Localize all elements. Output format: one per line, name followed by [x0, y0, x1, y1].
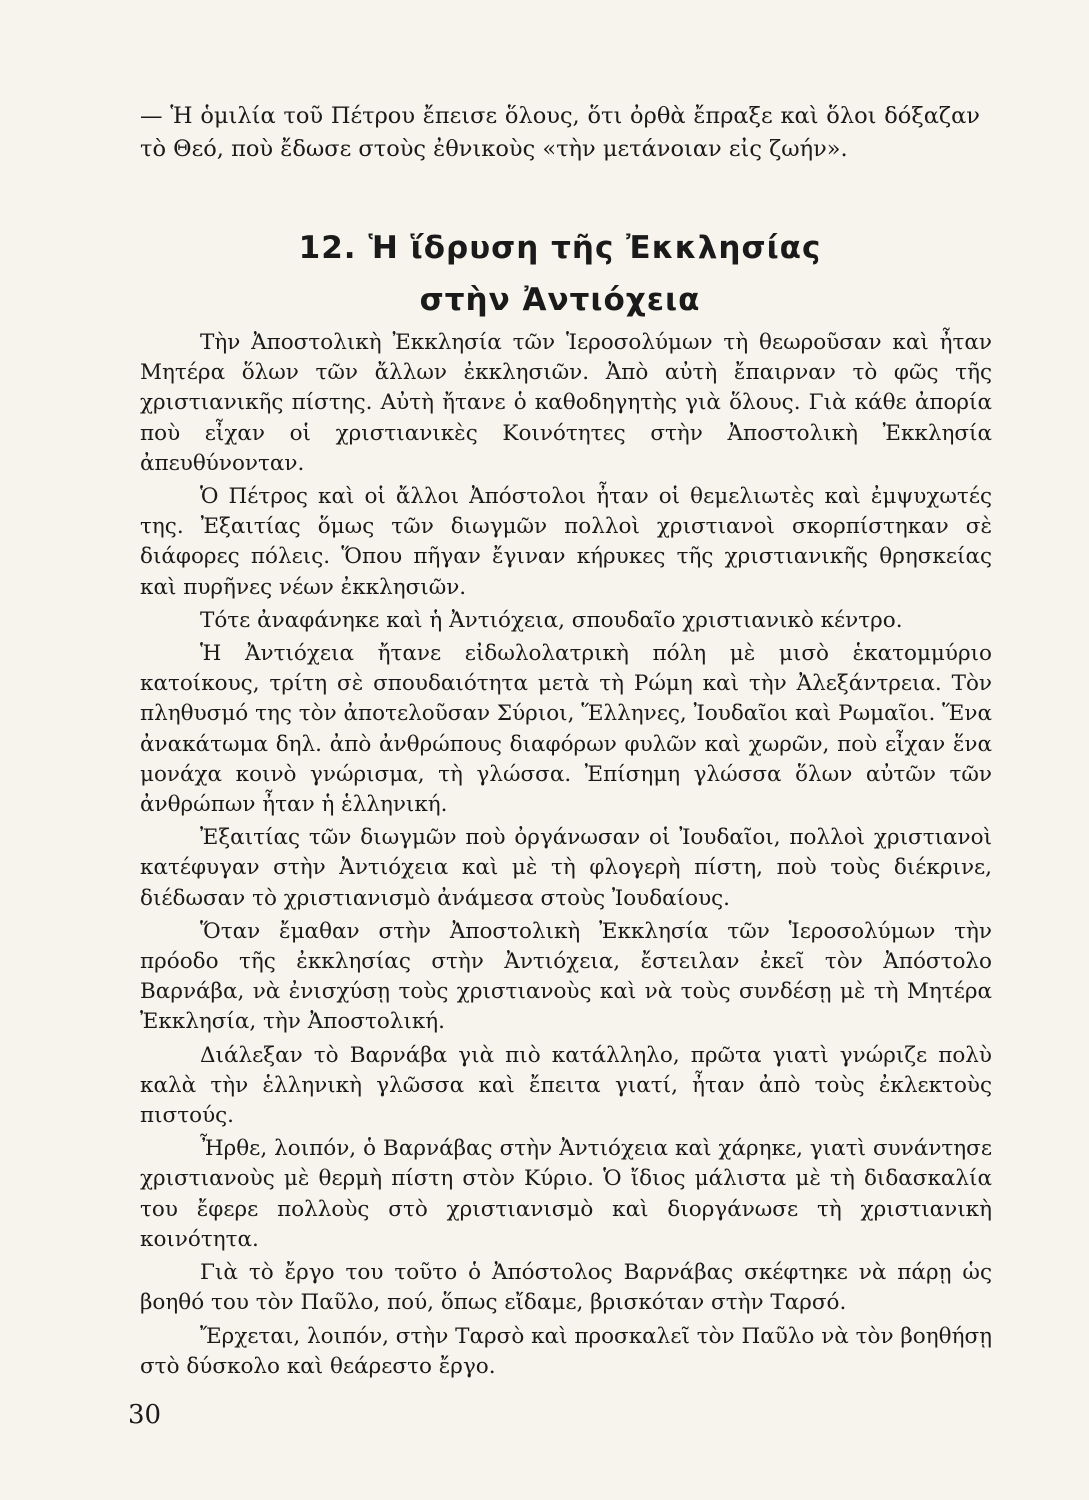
- paragraph: Ἦρθε, λοιπόν, ὁ Βαρνάβας στὴν Ἀντιόχεια καὶ χάρηκε, γιατὶ συνάντησε χριστιανοὺς μὲ θερμὴ πίστη στὸν Κύριο. Ὁ ἴδιος μάλιστα μὲ τὴ διδασκαλία του ἔφερε πολλοὺς στὸ χριστιανισμὸ καὶ διοργάνωσε τὴ χριστιανικὴ κοινότητα.: [140, 1136, 992, 1252]
- page-number: 30: [128, 1400, 162, 1430]
- paragraph: Τότε ἀναφάνηκε καὶ ἡ Ἀντιόχεια, σπουδαῖο χριστιανικὸ κέντρο.: [200, 607, 903, 633]
- paragraph: Γιὰ τὸ ἔργο του τοῦτο ὁ Ἀπόστολος Βαρνάβας σκέφτηκε νὰ πάρῃ ὡς βοηθό του τὸν Παῦλο, πού, ὅπως εἴδαμε, βρισκόταν στὴν Ταρσό.: [140, 1260, 992, 1316]
- paragraph: Ἐξαιτίας τῶν διωγμῶν ποὺ ὀργάνωσαν οἱ Ἰουδαῖοι, πολλοὶ χριστιανοὶ κατέφυγαν στὴν Ἀντιόχεια καὶ μὲ τὴ φλογερὴ πίστη, ποὺ τοὺς διέκρινε, διέδωσαν τὸ χριστιανισμὸ ἀνάμεσα στοὺς Ἰουδαίους.: [140, 825, 992, 911]
- paragraph: Ἔρχεται, λοιπόν, στὴν Ταρσὸ καὶ προσκαλεῖ τὸν Παῦλο νὰ τὸν βοηθήσῃ στὸ δύσκολο καὶ θεάρεστο ἔργο.: [140, 1323, 993, 1379]
- paragraph: Διάλεξαν τὸ Βαρνάβα γιὰ πιὸ κατάλληλο, πρῶτα γιατὶ γνώριζε πολὺ καλὰ τὴν ἑλληνικὴ γλῶσσα καὶ ἔπειτα γιατί, ἦταν ἀπὸ τοὺς ἐκλεκτοὺς πιστούς.: [140, 1042, 992, 1129]
- paragraph: Τὴν Ἀποστολικὴ Ἐκκλησία τῶν Ἱεροσολύμων τὴ θεωροῦσαν καὶ ἦταν Μητέρα ὅλων τῶν ἄλλων ἐκκλησιῶν. Ἀπὸ αὐτὴ ἔπαιρναν τὸ φῶς τῆς χριστιανικῆς πίστης. Αὐτὴ ἤτανε ὁ καθοδηγητὴς γιὰ ὅλους. Γιὰ κάθε ἀπορία ποὺ εἶχαν οἱ χριστιανικὲς Κοινότητες στὴν Ἀποστολικὴ Ἐκκλησία ἀπευθύνονταν.: [140, 330, 992, 476]
- chapter-heading: [140, 222, 980, 326]
- paragraph: Ὅταν ἔμαθαν στὴν Ἀποστολικὴ Ἐκκλησία τῶν Ἱεροσολύμων τὴν πρόοδο τῆς ἐκκλησίας στὴν Ἀντιόχεια, ἔστειλαν ἐκεῖ τὸν Ἀπόστολο Βαρνάβα, νὰ ἐνισχύσῃ τοὺς χριστιανοὺς καὶ νὰ τοὺς συνδέσῃ μὲ τὴ Μητέρα Ἐκκλησία, τὴν Ἀποστολική.: [140, 918, 992, 1035]
- paragraph: Ἡ Ἀντιόχεια ἤτανε εἰδωλολατρικὴ πόλη μὲ μισὸ ἑκατομμύριο κατοίκους, τρίτη σὲ σπουδαιότητα μετὰ τὴ Ρώμη καὶ τὴν Ἀλεξάντρεια. Τὸν πληθυσμό της τὸν ἀποτελοῦσαν Σύριοι, Ἕλληνες, Ἰουδαῖοι καὶ Ρωμαῖοι. Ἕνα ἀνακάτωμα δηλ. ἀπὸ ἀνθρώπους διαφόρων φυλῶν καὶ χωρῶν, ποὺ εἶχαν ἕνα μονάχα κοινὸ γνώρισμα, τὴ γλώσσα. Ἐπίσημη γλώσσα ὅλων αὐτῶν τῶν ἀνθρώπων ἦταν ἡ ἑλληνική.: [140, 641, 992, 818]
- intro-section: [140, 100, 980, 166]
- intro-paragraph: — Ἡ ὁμιλία τοῦ Πέτρου ἔπεισε ὅλους, ὅτι ὀρθὰ ἔπραξε καὶ ὅλοι δόξαζαν τὸ Θεό, ποὺ ἔδωσε στοὺς ἐθνικοὺς «τὴν μετάνοιαν εἰς ζωήν».: [140, 103, 980, 162]
- paragraph: Ὁ Πέτρος καὶ οἱ ἄλλοι Ἀπόστολοι ἦταν οἱ θεμελιωτὲς καὶ ἐμψυχωτές της. Ἐξαιτίας ὅμως τῶν διωγμῶν πολλοὶ χριστιανοὶ σκορπίστηκαν σὲ διάφορες πόλεις. Ὅπου πῆγαν ἔγιναν κήρυκες τῆς χριστιανικῆς θρησκείας καὶ πυρῆνες νέων ἐκκλησιῶν.: [140, 484, 992, 600]
- chapter-heading-line-2: στὴν Ἀντιόχεια: [419, 282, 701, 318]
- chapter-heading-line-1: 12. Ἡ ἵδρυση τῆς Ἐκκλησίας: [298, 230, 822, 266]
- body-text: [140, 328, 992, 1385]
